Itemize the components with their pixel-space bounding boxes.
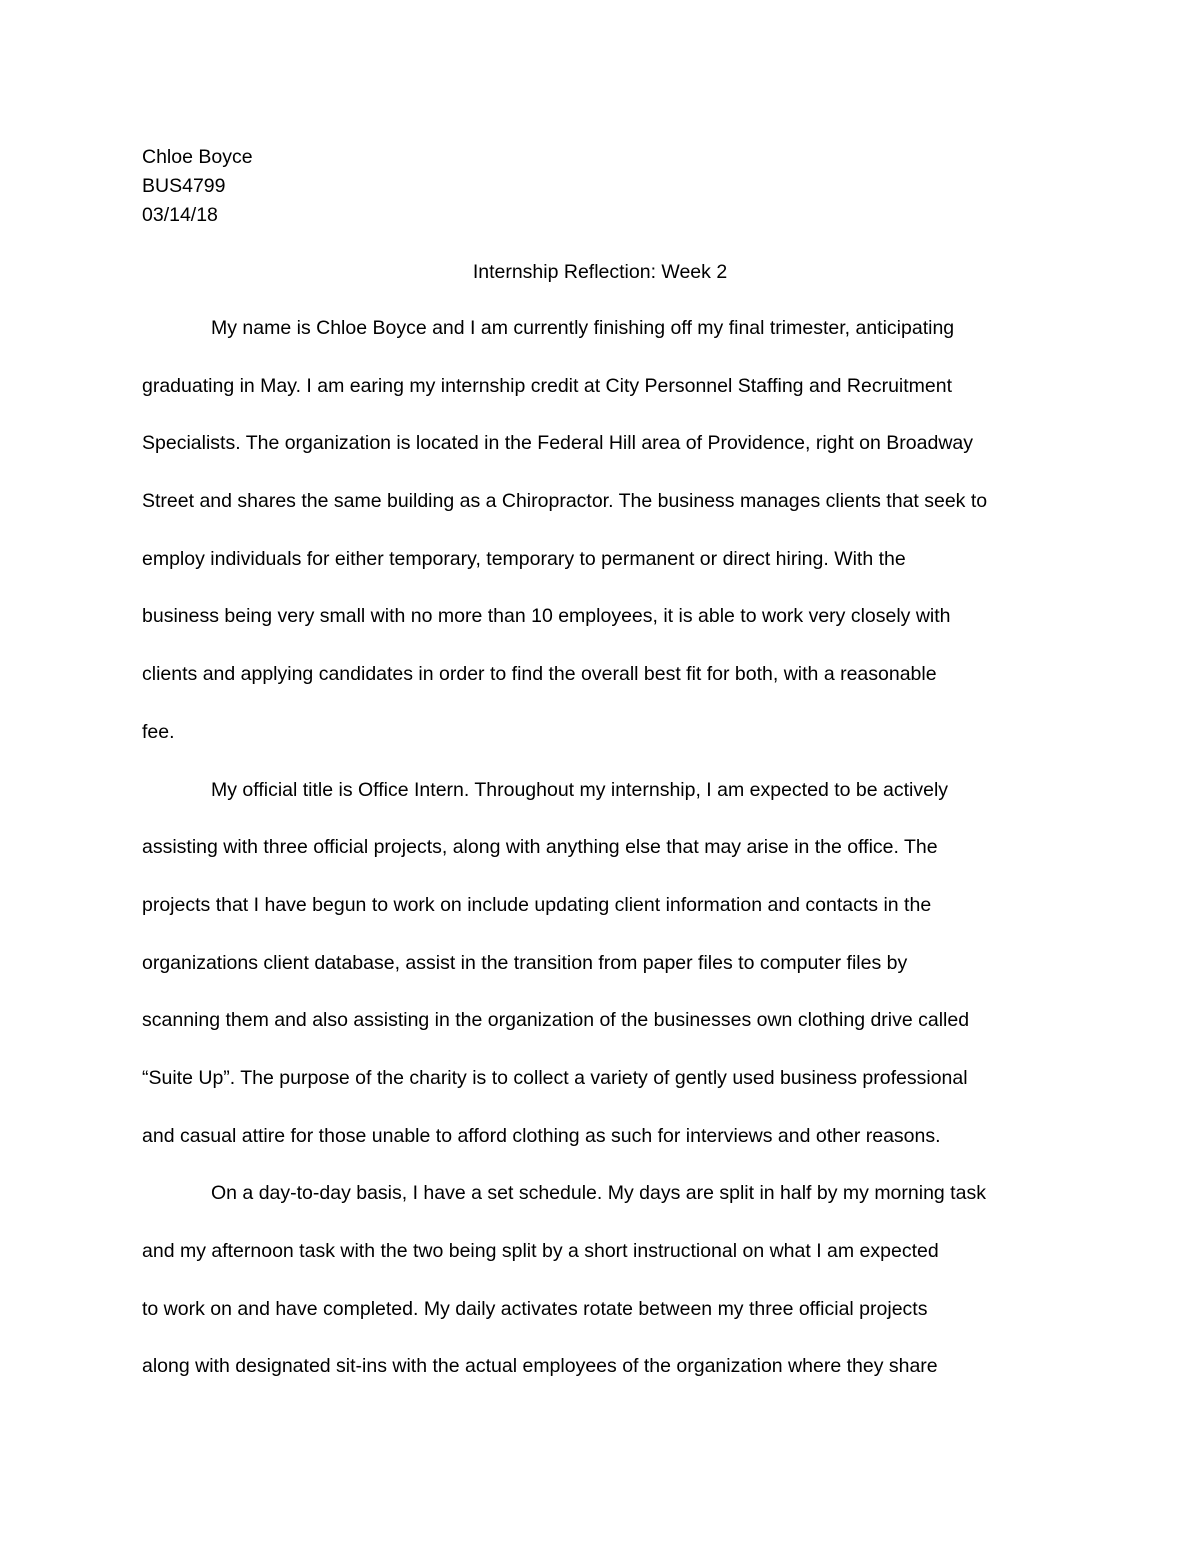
- text-line: projects that I have begun to work on include updating client information and contacts in the: [142, 893, 932, 916]
- document-title: Internship Reflection: Week 2: [472, 261, 728, 283]
- text-line: graduating in May. I am earing my internship credit at City Personnel Staffing and Recruitment: [142, 374, 953, 397]
- text-line: business being very small with no more than 10 employees, it is able to work very closely with: [142, 605, 951, 628]
- document-body: [142, 314, 1072, 1410]
- document-date: 03/14/18: [142, 204, 218, 226]
- text-line: clients and applying candidates in order to find the overall best fit for both, with a reasonable: [142, 663, 937, 686]
- paragraph: [142, 1179, 1072, 1410]
- text-line: and my afternoon task with the two being split by a short instructional on what I am expected: [142, 1240, 939, 1262]
- text-line: My name is Chloe Boyce and I am currently finishing off my final trimester, anticipating: [211, 317, 955, 339]
- text-line: employ individuals for either temporary, temporary to permanent or direct hiring. With the: [142, 547, 906, 570]
- text-line: along with designated sit-ins with the actual employees of the organization where they share: [142, 1355, 938, 1378]
- text-line: assisting with three official projects, along with anything else that may arise in the office. The: [142, 836, 938, 859]
- text-line: organizations client database, assist in the transition from paper files to computer files by: [142, 951, 908, 974]
- text-line: Street and shares the same building as a Chiropractor. The business manages clients that seek to: [142, 490, 988, 513]
- text-line: to work on and have completed. My daily activates rotate between my three official projects: [142, 1297, 928, 1320]
- paragraph: [142, 314, 1072, 776]
- text-line: Specialists. The organization is located in the Federal Hill area of Providence, right on Broadway: [142, 432, 974, 455]
- course-code: BUS4799: [142, 175, 226, 197]
- text-line: “Suite Up”. The purpose of the charity is to collect a variety of gently used business professional: [142, 1066, 968, 1089]
- text-line: On a day-to-day basis, I have a set schedule. My days are split in half by my morning task: [211, 1182, 986, 1205]
- text-line: and casual attire for those unable to afford clothing as such for interviews and other reasons.: [142, 1124, 941, 1147]
- document-header: [142, 143, 253, 230]
- text-line: fee.: [142, 720, 175, 743]
- paragraph: [142, 776, 1072, 1180]
- text-line: My official title is Office Intern. Throughout my internship, I am expected to be actively: [211, 778, 949, 801]
- text-line: scanning them and also assisting in the organization of the businesses own clothing drive called: [142, 1009, 970, 1032]
- author-name: Chloe Boyce: [142, 146, 253, 168]
